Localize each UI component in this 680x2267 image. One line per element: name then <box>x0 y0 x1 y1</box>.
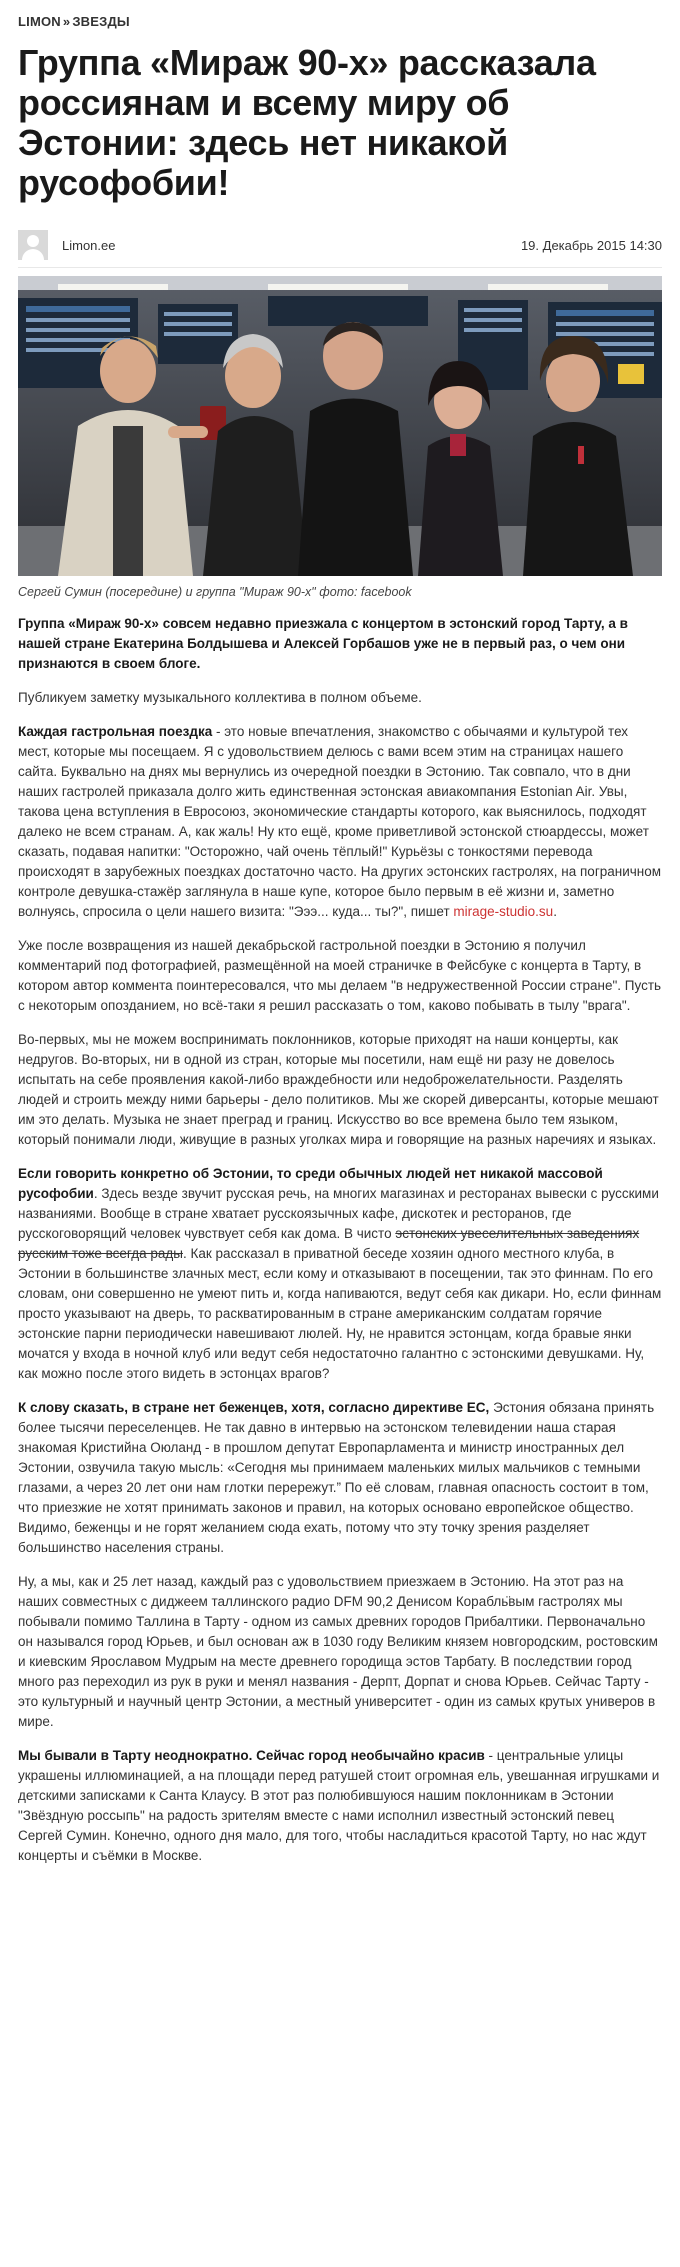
paragraph-8 <box>18 1746 662 1866</box>
article-photo <box>18 276 662 576</box>
article-meta <box>18 229 662 268</box>
publish-date: 19. Декабрь 2015 14:30 <box>520 237 662 253</box>
paragraph-6 <box>18 1398 662 1558</box>
article-lead: Группа «Мираж 90-х» совсем недавно приезжала с концертом в эстонский город Тарту, а в нашей стране Екатерина Болдышева и Алексей Горбашов уже не в первый раз, о чем они признаются в своем блоге. <box>18 616 628 671</box>
source-link[interactable]: mirage-studio.su <box>453 904 554 919</box>
paragraph-4: Во-первых, мы не можем воспринимать поклонников, которые приходят на наши концерты, как недругов. Во-вторых, ни в одной из стран, которые мы посетили, нам ещё ни разу не довелось испытать на себе проявления какой-либо враждебности или недоброжелательности. Разделять людей и строить между ними барьеры - дело политиков. Мы же скорей диверсанты, которые мешают им это делать. Музыка не знает преград и границ. Искусство во все времена было тем языком, который понимали люди, живущие в разных уголках мира и говорящие на разных наречиях и языках. <box>18 1032 659 1147</box>
author-name[interactable]: Limon.ee <box>62 237 116 253</box>
breadcrumb-section-link[interactable]: ЗВЕЗДЫ <box>72 14 130 29</box>
paragraph-2 <box>18 722 662 922</box>
paragraph-8-text: - центральные улицы украшены иллюминацией, а на площади перед ратушей стоит огромная ель, увешанная игрушками и детскими записками к Санта Клаусу. В этот раз полюбившуюся нашим поклонникам в Эстонии "Звёздную россыпь" на радость зрителям вместе с нами исполнил известный эстонский певец Сергей Сумин. Конечно, одного дня мало, для того, чтобы насладиться красотой Тарту, но нас ждут концерты и съёмки в Москве. <box>18 1748 660 1863</box>
paragraph-5 <box>18 1164 662 1384</box>
paragraph-5-strike: эстонских увеселительных заведениях русским тоже всегда рады <box>18 1226 640 1261</box>
breadcrumb-separator: » <box>62 14 71 29</box>
paragraph-2-text: - это новые впечатления, знакомство с обычаями и культурой тех мест, которые мы посещаем. Я с удовольствием делюсь с вами всем этим на страницах нашего сайта. Буквально на днях мы вернулись из очередной поездки в Эстонию. Так совпало, что в дни наших гастролей приказала долго жить единственная эстонская авиакомпания Estonian Air. Увы, такова цена вступления в Евросоюз, экономические стандарты которого, как выяснилось, подходят далеко не всем странам. А, как жаль! Ну кто ещё, кроме приветливой эстонской стюардессы, может сказать, подавая напитки: "Осторожно, чай очень тёплый!" Курьёзы с тонкостями перевода происходят в зарубежных поездках достаточно часто. На других эстонских гастролях, на пограничном контроле девушка-стажёр заглянула в наше купе, которое было первым в её жизни и, заметно волнуясь, спросила о цели нашего визита: "Эээ... куда... ты?", пишет <box>18 724 662 919</box>
paragraph-1: Публикуем заметку музыкального коллектива в полном объеме. <box>18 690 422 705</box>
paragraph-8-bold: Мы бывали в Тарту неоднократно. Сейчас город необычайно красив <box>18 1748 485 1763</box>
paragraph-2-end: . <box>553 904 557 919</box>
paragraph-7: Ну, а мы, как и 25 лет назад, каждый раз с удовольствием приезжаем в Эстонию. На этот раз на наших совместных с диджеем таллинского радио DFM 90,2 Денисом Корабль̈вым гастролях мы побывали помимо Таллина в Тарту - одном из самых древних городов Прибалтики. Первоначально он назывался город Юрьев, и был основан аж в 1030 году Великим князем новгородским, ростовским и киевским Ярославом Мудрым на месте древнего городища эстов Тарбату. В последствии город много раз переходил из рук в руки и менял названия - Дерпт, Дорпат и снова Юрьев. Сейчас Тарту - это культурный и научный центр Эстонии, а местный университет - один из самых крутых универов в мире. <box>18 1574 658 1729</box>
paragraph-6-bold: К слову сказать, в стране нет беженцев, хотя, согласно директиве ЕС, <box>18 1400 490 1415</box>
article-title: Группа «Мираж 90-х» рассказала россиянам и всему миру об Эстонии: здесь нет никакой русофобии! <box>18 42 596 203</box>
paragraph-3: Уже после возвращения из нашей декабрьской гастрольной поездки в Эстонию я получил комментарий под фотографией, размещённой на моей страничке в Фейсбуке с концерта в Тарту, в котором автор коммента поинтересовался, что мы делаем "в недружественной России стране". Пусть с некоторым опозданием, но всё-таки я решил рассказать о том, каково побывать в тылу "врага". <box>18 938 662 1013</box>
author-avatar-icon <box>18 230 48 260</box>
paragraph-6-text: Эстония обязана принять более тысячи переселенцев. Не так давно в интервью на эстонском телевидении наша старая знакомая Кристийна Оюланд - в прошлом депутат Европарламента и министр иностранных дел Эстонии, озвучила такую мысль: «Сегодня мы принимаем маленьких милых мальчиков с темными глазами, а через 20 лет они нам глотки перережут.” По её словам, главная опасность состоит в том, что приезжие не хотят принимать законов и правил, на которых основано европейское общество. Видимо, беженцы и не горят желанием сюда ехать, потому что эту точку зрения разделяет большинство населения страны. <box>18 1400 655 1555</box>
paragraph-5-text-2: . Как рассказал в приватной беседе хозяин одного местного клуба, в Эстонии в большинстве злачных мест, если кому и отказывают в посещении, так это финнам. По его словам, они совершенно не умеют пить и, когда напиваются, ведут себя как дикари. Но, если финнам просто указывают на дверь, то раскватированным в стране американским солдатам горячие эстонские парни периодически навешивают люлей. Ну, не нравится эстонцам, когда бравые янки мочатся у входа в ночной клуб или ведут себя недостаточно галантно с эстонскими девушками. Ну, как можно после этого видеть в эстонцах врагов? <box>18 1246 662 1381</box>
paragraph-5-bold: Если говорить конкретно об Эстонии, то среди обычных людей нет никакой массовой русофобии <box>18 1166 603 1201</box>
photo-caption: Сергей Сумин (посередине) и группа "Мираж 90-х" фото: facebook <box>18 585 412 599</box>
breadcrumb-site-link[interactable]: LIMON <box>18 14 61 29</box>
paragraph-2-bold: Каждая гастрольная поездка <box>18 724 213 739</box>
paragraph-5-text-1: . Здесь везде звучит русская речь, на многих магазинах и ресторанах вывески с русскими названиями. Вообще в стране хватает русскоязычных кафе, дискотек и ресторанов, где русскоговорящий человек чувствует себя как дома. В чисто <box>18 1186 659 1241</box>
breadcrumb <box>18 0 662 29</box>
